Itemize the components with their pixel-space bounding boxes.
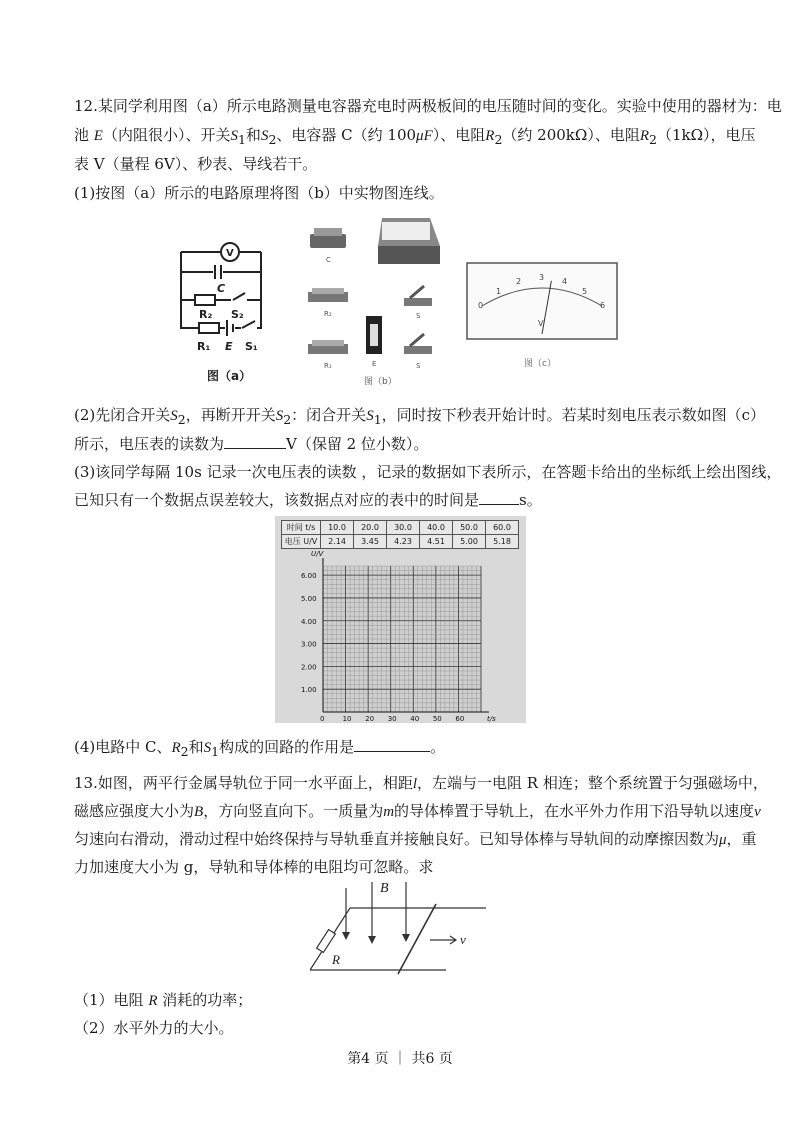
capacitor-label: C — [217, 282, 226, 295]
x-tick-label: 40 — [410, 715, 420, 723]
q12-part-2-line-1: (2)先闭合开关$S_2$，再断开开关$S_2$：闭合开关$S_1$，同时按下秒表开始计时。若某时刻电压表示数如图（c） — [74, 406, 766, 427]
table-cell: 60.0 — [486, 521, 519, 535]
q13-line-4: 力加速度大小为 g，导轨和导体棒的电阻均可忽略。求 — [74, 858, 434, 876]
r1-label: R₁ — [197, 340, 211, 353]
e-label: E — [225, 340, 233, 353]
dial-tick-1: 1 — [496, 287, 502, 296]
y-tick-label: 5.00 — [301, 594, 317, 603]
voltage-time-grid — [275, 516, 526, 723]
q12-part-4: (4)电路中 C、$R_2$和$S_1$构成的回路的作用是 。 — [74, 738, 446, 759]
x-tick-label: 30 — [387, 715, 397, 723]
q13-sub-2: （2）水平外力的大小。 — [74, 1019, 234, 1037]
y-tick-label: 2.00 — [301, 663, 317, 672]
q12-part-1: (1)按图（a）所示的电路原理将图（b）中实物图连线。 — [74, 184, 444, 202]
circuit-figure-a — [175, 222, 275, 392]
fig-a-caption: 图（a） — [207, 369, 252, 383]
table-cell: 40.0 — [420, 521, 453, 535]
q13-line-3: 匀速向右滑动，滑动过程中始终保持与导轨垂直并接触良好。已知导体棒与导轨间的动摩擦因数为μ，重 — [74, 830, 757, 848]
resistor-r1-device — [308, 340, 348, 354]
data-table-and-graph — [275, 516, 526, 723]
q12-part-3-line-1: (3)该同学每隔 10s 记录一次电压表的读数 ，记录的数据如下表所示，在答题卡给出的坐标纸上绘出图线， — [74, 463, 782, 481]
resistor-r1-symbol — [199, 323, 219, 333]
x-tick-label: 10 — [342, 715, 352, 723]
table-cell: 5.00 — [453, 535, 486, 549]
table-cell: 2.14 — [321, 535, 354, 549]
y-axis-label: U/V — [311, 550, 324, 558]
dial-unit-label: V — [538, 319, 544, 328]
q13-line-1: 13.如图，两平行金属导轨位于同一水平面上，相距l，左端与一电阻 R 相连；整个系统置于匀强磁场中， — [74, 774, 768, 792]
fig-label-v: v — [460, 932, 466, 947]
table-header-voltage: 电压 U/V — [282, 535, 321, 549]
dial-tick-4: 4 — [562, 277, 568, 286]
dial-tick-5: 5 — [582, 287, 588, 296]
fig-c-caption: 图（c） — [524, 359, 556, 369]
device-label-r1: R₁ — [324, 362, 332, 370]
table-cell: 20.0 — [354, 521, 387, 535]
dial-tick-0: 0 — [478, 301, 484, 310]
s1-label: S₁ — [245, 340, 258, 353]
device-label-s-2: S — [416, 362, 421, 370]
resistor-r-symbol — [317, 930, 336, 953]
rail-figure — [310, 878, 490, 978]
table-cell: 4.51 — [420, 535, 453, 549]
dial-tick-2: 2 — [516, 277, 522, 286]
table-cell: 30.0 — [387, 521, 420, 535]
q12-line-2: 池 E（内阻很小）、开关$S_1$和$S_2$、电容器 C（约 100μF）、电阻$R_2$（约 200kΩ）、电阻$R_2(1k\Omega)$，电压 — [74, 126, 756, 147]
table-cell: 10.0 — [321, 521, 354, 535]
y-tick-label: 1.00 — [301, 686, 317, 695]
table-cell: 5.18 — [486, 535, 519, 549]
answer-blank-purpose[interactable] — [354, 737, 430, 752]
device-label-c: C — [326, 256, 331, 264]
device-label-r2: R₂ — [324, 310, 332, 318]
conductor-rod — [398, 904, 436, 974]
battery-device — [366, 316, 382, 354]
x-tick-label: 50 — [432, 715, 442, 723]
fig-b-caption: 图（b） — [364, 377, 397, 387]
table-cell: 3.45 — [354, 535, 387, 549]
device-label-s-1: S — [416, 312, 421, 320]
q12-part-3-line-2: 已知只有一个数据点误差较大，该数据点对应的表中的时间是 s。 — [74, 491, 542, 509]
q12-line-1: 12.某同学利用图（a）所示电路测量电容器充电时两极板间的电压随时间的变化。实验中使用的器材为：电 — [74, 97, 782, 115]
answer-blank-time[interactable] — [479, 490, 519, 505]
q12-part-2-line-2: 所示，电压表的读数为 V（保留 2 位小数）。 — [74, 435, 429, 453]
dial-tick-6: 6 — [600, 301, 606, 310]
x-axis-label: t/s — [487, 715, 496, 723]
q12-line-3: 表 V（量程 6V）、秒表、导线若干。 — [74, 155, 318, 173]
switch-s-device-2 — [404, 334, 432, 354]
q13-sub-1: （1）电阻 R 消耗的功率； — [74, 991, 253, 1009]
table-cell: 4.23 — [387, 535, 420, 549]
answer-blank-voltage[interactable] — [224, 434, 286, 449]
s2-label: S₂ — [231, 308, 244, 321]
fig-label-r: R — [332, 952, 340, 967]
capacitor-device — [310, 228, 346, 248]
switch-s-device-1 — [404, 286, 432, 306]
fig-label-b: B — [380, 881, 389, 896]
table-header-time: 时间 t/s — [282, 521, 321, 535]
device-label-e: E — [372, 360, 377, 368]
resistor-r2-device — [308, 288, 348, 302]
voltmeter-label: V — [226, 248, 234, 259]
x-tick-label: 0 — [320, 715, 325, 723]
voltmeter-device — [378, 218, 440, 264]
r2-label: R₂ — [199, 308, 213, 321]
x-tick-label: 20 — [365, 715, 375, 723]
page-footer: 第4 页 ｜ 共6 页 — [347, 1051, 453, 1067]
voltmeter-dial-figure-c — [466, 262, 622, 378]
table-cell: 50.0 — [453, 521, 486, 535]
dial-tick-3: 3 — [539, 273, 545, 282]
apparatus-figure-b — [300, 212, 450, 392]
y-tick-label: 6.00 — [301, 572, 317, 581]
resistor-r2-symbol — [195, 295, 215, 305]
y-tick-label: 4.00 — [301, 617, 317, 626]
q13-line-2: 磁感应强度大小为B，方向竖直向下。一质量为m的导体棒置于导轨上，在水平外力作用下沿导轨以速度v — [74, 802, 761, 820]
y-tick-label: 3.00 — [301, 640, 317, 649]
x-tick-label: 60 — [455, 715, 465, 723]
